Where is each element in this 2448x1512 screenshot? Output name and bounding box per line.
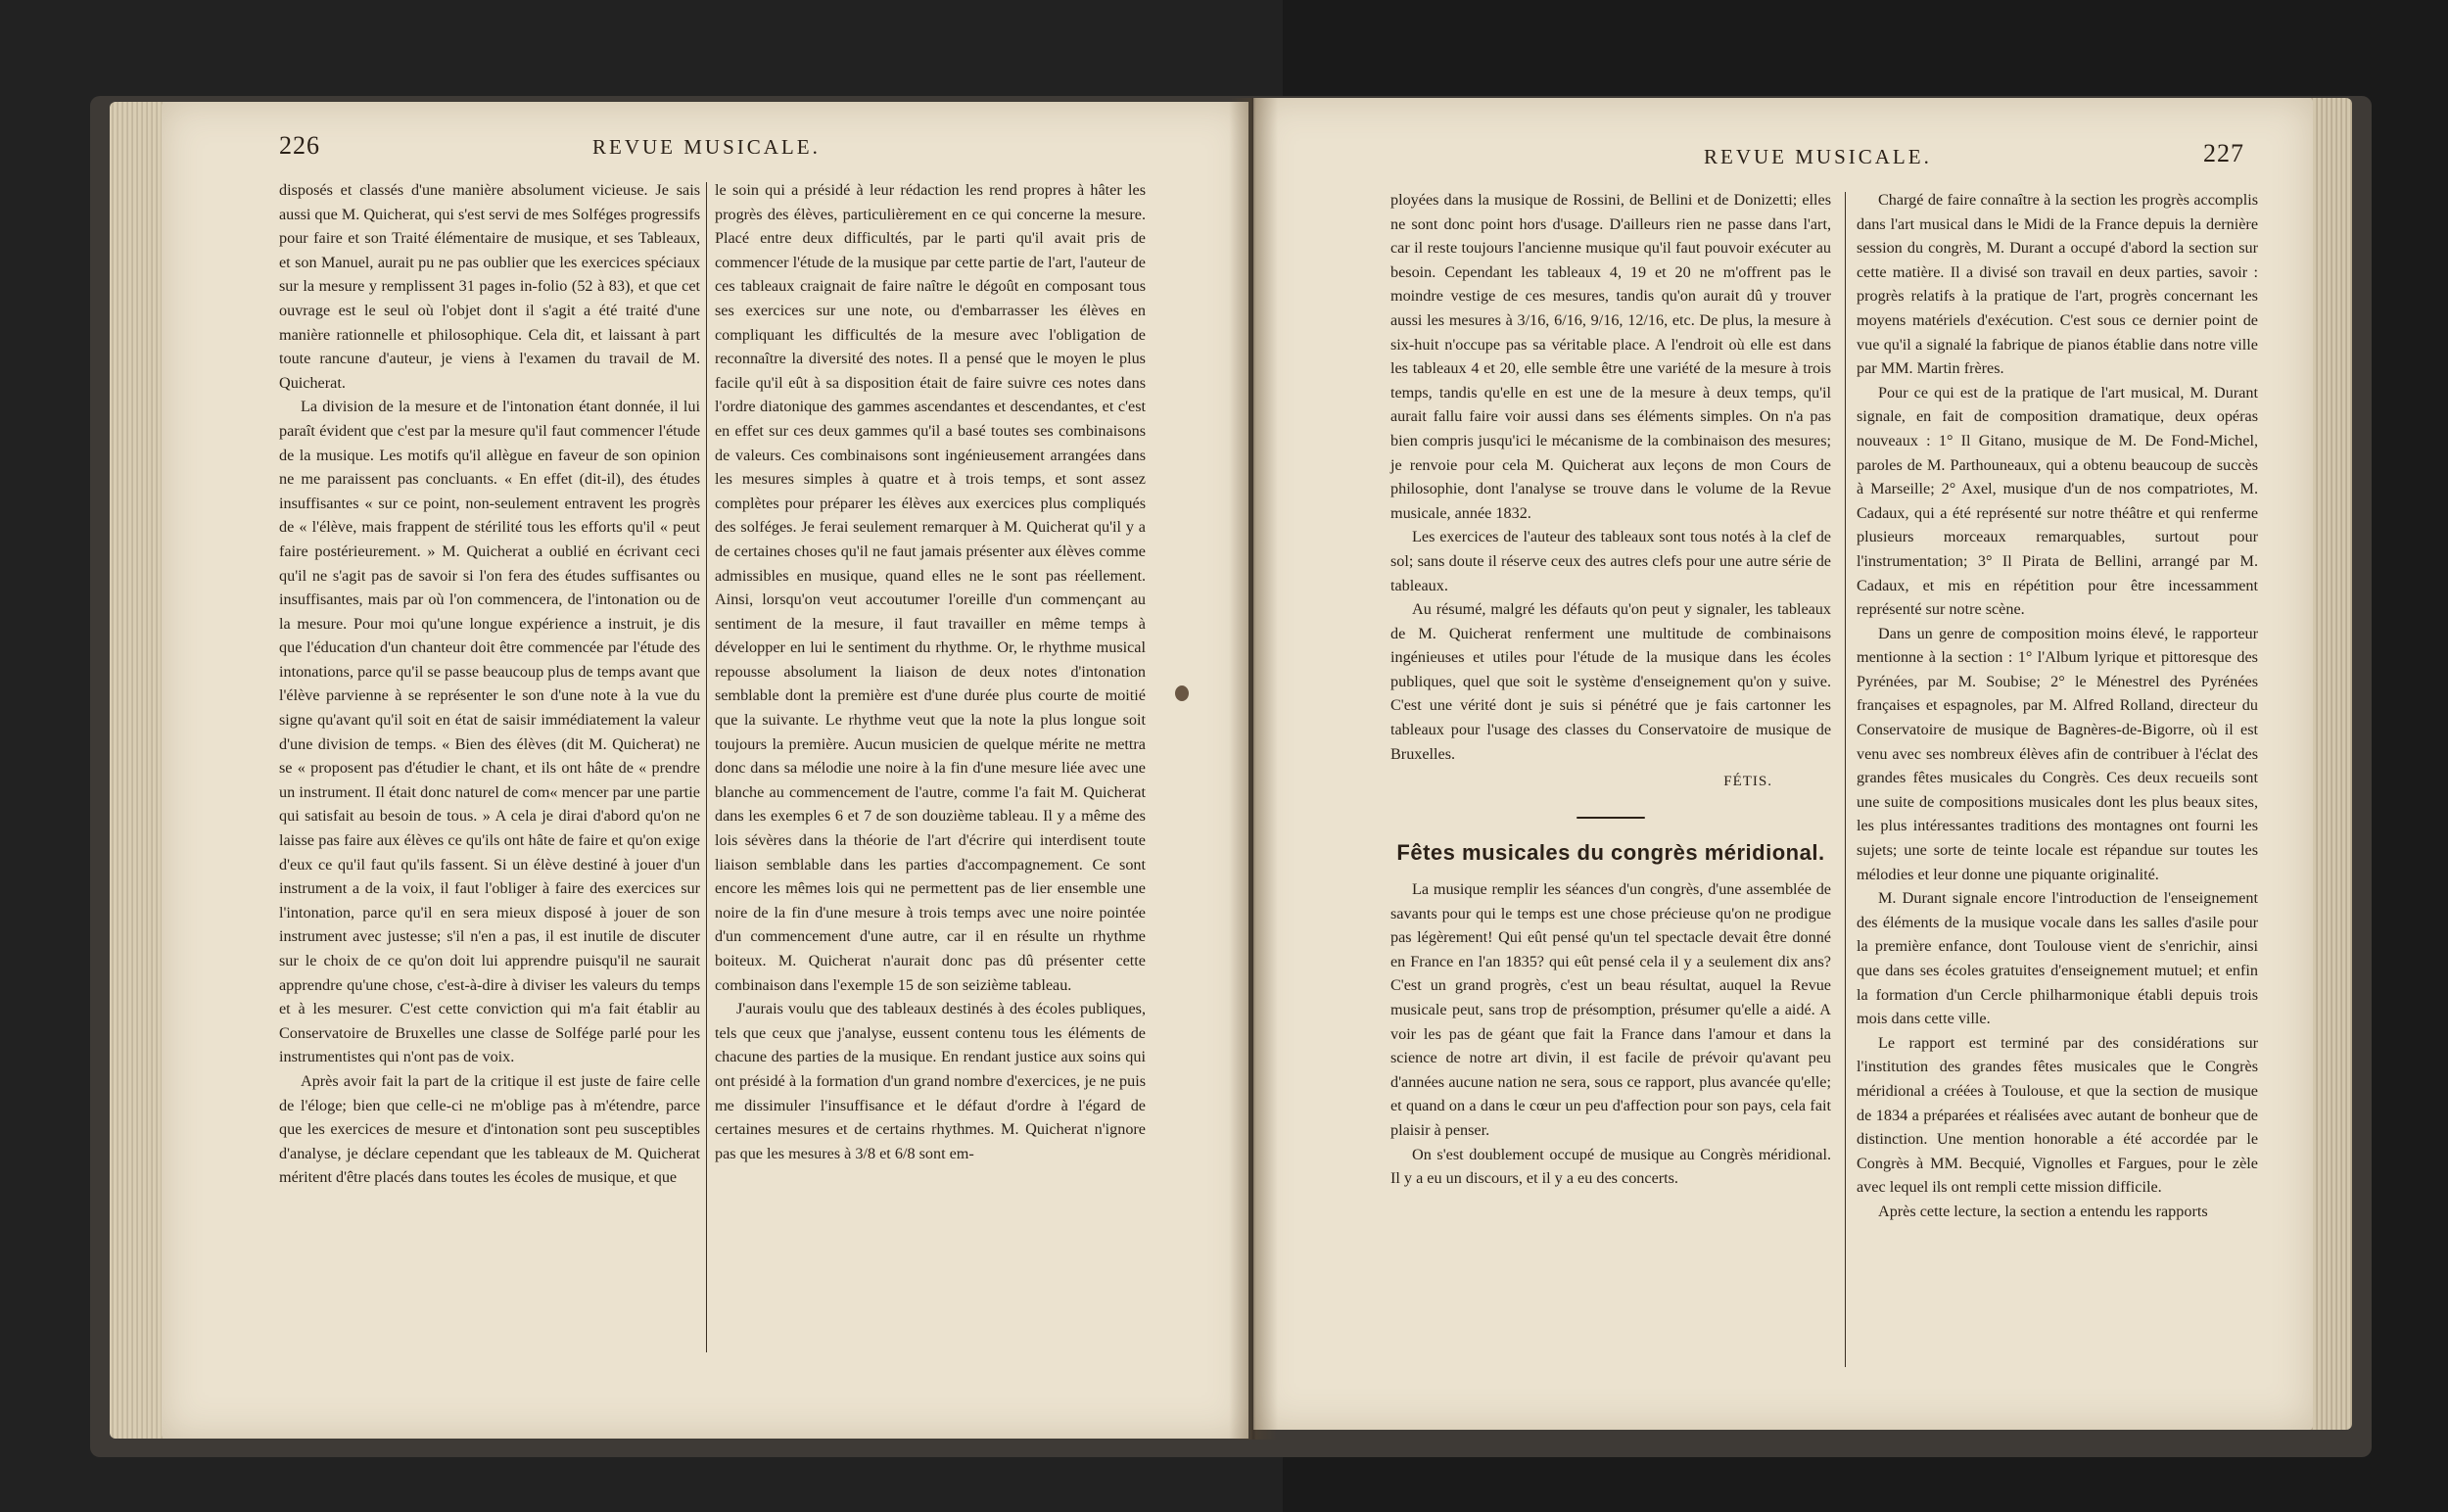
- column-rule: [706, 182, 707, 1352]
- right-page: [1253, 98, 2313, 1430]
- running-head: REVUE MUSICALE.: [1704, 145, 1932, 168]
- section-title: Fêtes musicales du congrès méridional.: [1396, 840, 1825, 866]
- page-edges-right: [2309, 98, 2352, 1430]
- paragraph: Dans un genre de composition moins élevé, le rapporteur mentionne à la section : 1° l'Album lyrique et pittoresque des Pyrénées, par M. Soubise; 2° le Ménestrel des Pyrénées françaises et espagnoles, par M. Alfred Rolland, directeur du Conservatoire de musique de Bagnères-de-Bigorre, où il est venu avec ses nombreux élèves afin de contribuer à l'éclat des grandes fêtes musicales du Congrès. Ces deux recueils sont une suite de compositions musicales dont les plus beaux sites, les plus intéressantes traditions des montagnes ont fourni les sujets; une sorte de teinte locale est répandue sur toutes les mélodies et leur donne une piquante originalité.: [1857, 624, 2258, 883]
- paragraph: J'aurais voulu que des tableaux destinés à des écoles publiques, tels que ceux que j'analyse, eussent contenu tous les éléments de chacune des parties de la musique. En rendant justice aux soins qui ont présidé à la formation d'un grand nombre d'exercices, je ne puis me dissimuler l'insuffisance et le défaut d'ordre à l'égard de certaines mesures et de certains rhythmes. M. Quicherat n'ignore pas que les mesures à 3/8 et 6/8 sont em-: [715, 1000, 1146, 1162]
- text-column-2: [1857, 188, 2258, 1224]
- text-column-1: [279, 178, 700, 1190]
- page-number: 227: [2203, 139, 2244, 167]
- book-gutter: [1229, 98, 1278, 1440]
- paragraph: Le rapport est terminé par des considérations sur l'institution des grandes fêtes musicales que le Congrès méridional a créées à Toulouse, et que la section de musique de 1834 a préparées et réalisées avec autant de bonheur que de distinction. Une mention honorable a été accordée par le Congrès à MM. Becquié, Vignolles et Fargues, pour le zèle avec lequel ils ont rempli cette mission difficile.: [1857, 1033, 2258, 1197]
- left-page: [162, 102, 1248, 1439]
- paragraph: La division de la mesure et de l'intonation étant donnée, il lui paraît évident que c'est par la mesure qu'il faut commencer l'étude de la musique. Les motifs qu'il allègue en faveur de son opinion ne me paraissent pas concluants. « En effet (dit-il), des études insuffisantes « sur ce point, non-seulement entravent les progrès de « l'élève, mais frappent de stérilité tous les efforts qu'il « peut faire postérieurement. » M. Quicherat a oublié en écrivant ceci qu'il ne s'agit pas de savoir si l'on fera des études suffisantes ou insuffisantes, mais par où l'on commencera, de l'intonation ou de la mesure. Pour moi qu'une longue expérience a instruit, je dis que l'éducation d'un chanteur doit être commencée par l'étude des intonations, parce qu'il se passe beaucoup plus de temps avant que l'élève parvienne à se représenter le son d'une note à la vue du signe qu'avant qu'il soit en état de saisir immédiatement la valeur d'une division de temps. « Bien des élèves (dit M. Quicherat) ne se « proposent pas d'étudier le chant, et ils ont hâte de « prendre un instrument. Il était donc naturel de com« mencer par une partie qui satisfait au besoin de tous. » A cela je dirai d'abord qu'on ne laisse pas faire aux élèves ce qu'ils ont hâte de faire et qu'on exige d'eux ce qu'il faut qu'ils fassent. Si un élève destiné à jouer d'un instrument a de la voix, il faut l'obliger à faire des exercices sur l'intonation, parce qu'il en sera mieux disposé à jouer de son instrument avec justesse; s'il n'en a pas, il est inutile de discuter sur le choix de ce qu'on doit lui apprendre puisqu'il ne saurait apprendre qu'une chose, c'est-à-dire à diviser les valeurs du temps et à les mesurer. C'est cette conviction qui m'a fait établir au Conservatoire de Bruxelles une classe de Solfége parlé pour les instrumentistes qui n'ont pas de voix.: [279, 398, 700, 1066]
- running-head: REVUE MUSICALE.: [592, 135, 821, 159]
- text-column-2: [715, 178, 1146, 1165]
- paragraph: disposés et classés d'une manière absolument vicieuse. Je sais aussi que M. Quicherat, qui s'est servi de mes Solféges progressifs pour faire et son Traité élémentaire de musique, et ses Tableaux, et son Manuel, aurait pu ne pas oublier que les exercices spéciaux sur la mesure y remplissent 31 pages in-folio (52 à 83), et que cet ouvrage est le seul où l'objet dont il s'agit a été traité d'une manière rationnelle et philosophique. Cela dit, et laissant à part toute rancune d'auteur, je viens à l'examen du travail de M. Quicherat.: [279, 181, 701, 392]
- paragraph: Après avoir fait la part de la critique il est juste de faire celle de l'éloge; bien que celle-ci ne m'oblige pas à m'étendre, parce que les exercices de mesure et d'intonation sont peu susceptibles d'analyse, je déclare cependant que les tableaux de M. Quicherat méritent d'être placés dans toutes les écoles de musique, et que: [279, 1071, 700, 1187]
- page-edges-left: [110, 102, 168, 1439]
- paragraph: Chargé de faire connaître à la section les progrès accomplis dans l'art musical dans le Midi de la France depuis la dernière session du congrès, M. Durant a occupé d'abord la section sur cette matière. Il a divisé son travail en deux parties, savoir : progrès relatifs à la pratique de l'art, progrès concernant les moyens matériels d'exécution. C'est sous ce dernier point de vue qu'il a signalé la fabrique de pianos établie dans notre ville par MM. Martin frères.: [1857, 191, 2258, 378]
- paragraph: Les exercices de l'auteur des tableaux sont tous notés à la clef de sol; sans doute il réserve ceux des autres clefs pour une autre série de tableaux.: [1390, 528, 1831, 594]
- paragraph: le soin qui a présidé à leur rédaction les rend propres à hâter les progrès des élèves, particulièrement en ce qui concerne la mesure. Placé entre deux difficultés, par le parti qu'il avait pris de commencer l'étude de la musique par cette partie de l'art, l'auteur de ces tableaux craignait de faire naître le dégoût en composant tous ses exercices sur une note, ou d'embarrasser les élèves en compliquant les difficultés de la mesure avec l'obligation de reconnaître la diversité des notes. Il a pensé que le moyen le plus facile qu'il eût à sa disposition était de faire suivre ces notes dans l'ordre diatonique des gammes ascendantes et descendantes, et c'est en effet sur ces deux gammes qu'il a basé toutes ses combinaisons de valeurs. Ces combinaisons sont ingénieusement arrangées dans les mesures simples à quatre et à trois temps, et sont assez complètes pour préparer les élèves aux exercices plus compliqués des solféges. Je ferai seulement remarquer à M. Quicherat qu'il y a de certaines choses qu'il ne faut jamais présenter aux élèves comme admissibles en musique, quand elles ne le sont pas réellement. Ainsi, lorsqu'on veut accoutumer l'oreille d'un commençant au sentiment de la mesure, il faut travailler en même temps à développer en lui le sentiment du rhythme. Or, le rhythme musical repousse absolument la liaison de deux notes d'intonation semblable dont la première est d'une durée plus courte de moitié que la suivante. Le rhythme veut que la note la plus longue soit toujours la première. Aucun musicien de quelque mérite ne mettra donc dans sa mélodie une noire à la fin d'une mesure liée avec une blanche au commencement de l'autre, comme l'a fait M. Quicherat dans les exemples 6 et 7 de son douzième tableau. Il y a même des lois sévères dans la théorie de l'art d'écrire qui interdisent toute liaison semblable dans les parties d'accompagnement. Ce sont encore les mêmes lois qui ne permettent pas de lier ensemble une noire de la fin d'une mesure à trois temps avec une noire pointée d'un commencement d'une autre, car il en résulte un rhythme boiteux. M. Quicherat n'aurait donc pas dû présenter cette combinaison dans l'exemple 15 de son seizième tableau.: [715, 181, 1146, 994]
- paragraph: On s'est doublement occupé de musique au Congrès méridional. Il y a eu un discours, et il y a eu des concerts.: [1390, 1145, 1831, 1188]
- column-rule: [1845, 192, 1846, 1367]
- paragraph: M. Durant signale encore l'introduction de l'enseignement des éléments de la musique vocale dans les salles d'asile pour la première enfance, dont Toulouse vient de s'enrichir, ainsi que dans ses écoles gratuites d'enseignement mutuel; et enfin la formation d'un Cercle philharmonique établi depuis trois mois dans cette ville.: [1857, 889, 2258, 1028]
- page-number: 226: [279, 131, 320, 160]
- paragraph: ployées dans la musique de Rossini, de Bellini et de Donizetti; elles ne sont donc point hors d'usage. D'ailleurs rien ne passe dans l'art, car il reste toujours l'ancienne musique qu'il faut pouvoir exécuter au besoin. Cependant les tableaux 4, 19 et 20 ne m'offrent pas le moindre vestige de ces mesures, tandis qu'on aurait dû y trouver aussi les mesures à 3/16, 6/16, 9/16, 12/16, etc. De plus, la mesure à six-huit n'occupe pas sa véritable place. A l'endroit où elle est dans les tableaux 4 et 20, elle semble être une variété de la mesure à trois temps, tandis qu'elle en est une de la mesure à deux temps, qu'il aurait fallu faire voir aussi dans ses éléments simples. On n'a pas bien compris jusqu'ici le mécanisme de la combinaison des mesures; je renvoie pour cela M. Quicherat aux leçons de mon Cours de philosophie, dont l'analyse se trouve dans le volume de la Revue musicale, année 1832.: [1390, 191, 1831, 522]
- text-column-1: [1390, 188, 1831, 1191]
- paragraph: La musique remplir les séances d'un congrès, d'une assemblée de savants pour qui le temps est une chose précieuse qu'on ne prodigue pas légèrement! Qui eût pensé qu'un tel spectacle devait être donné en France en l'an 1835? qui eût pensé cela il y a seulement dix ans? C'est un grand progrès, c'est un beau résultat, auquel la Revue musicale peut, sans trop de présomption, présumer qu'elle a aidé. A voir les pas de géant que fait la France dans l'amour et dans la science de notre art divin, il est facile de prévoir qu'avant peu d'années aucune nation ne sera, sous ce rapport, plus avancée qu'elle; et quand on a dans le cœur un peu d'affection pour son pays, cela fait plaisir à penser.: [1390, 880, 1831, 1139]
- paragraph: Au résumé, malgré les défauts qu'on peut y signaler, les tableaux de M. Quicherat renferment une multitude de combinaisons ingénieuses et utiles pour l'étude de la musique dans les écoles publiques, quel que soit le système d'enseignement qu'on y suive. C'est une vérité dont je suis si pénétré que je fais cartonner les tableaux pour l'usage des classes du Conservatoire de musique de Bruxelles.: [1390, 600, 1831, 763]
- author-signature: FÉTIS.: [1723, 774, 1772, 790]
- paragraph: Pour ce qui est de la pratique de l'art musical, M. Durant signale, en fait de composition dramatique, deux opéras nouveaux : 1° Il Gitano, musique de M. De Fond-Michel, paroles de M. Parthouneaux, qui a obtenu beaucoup de succès à Marseille; 2° Axel, musique d'un de nos compatriotes, M. Cadaux, qui a été représenté sur notre théâtre et qui renferme plusieurs morceaux remarquables, surtout pour l'instrumentation; 3° Il Pirata de Bellini, arrangé par M. Cadaux, et mis en répétition pour être incessamment représenté sur notre scène.: [1857, 383, 2258, 619]
- ornament-rule: [1390, 804, 1831, 828]
- ink-spot: [1175, 685, 1189, 701]
- paragraph: Après cette lecture, la section a entendu les rapports: [1878, 1202, 2208, 1220]
